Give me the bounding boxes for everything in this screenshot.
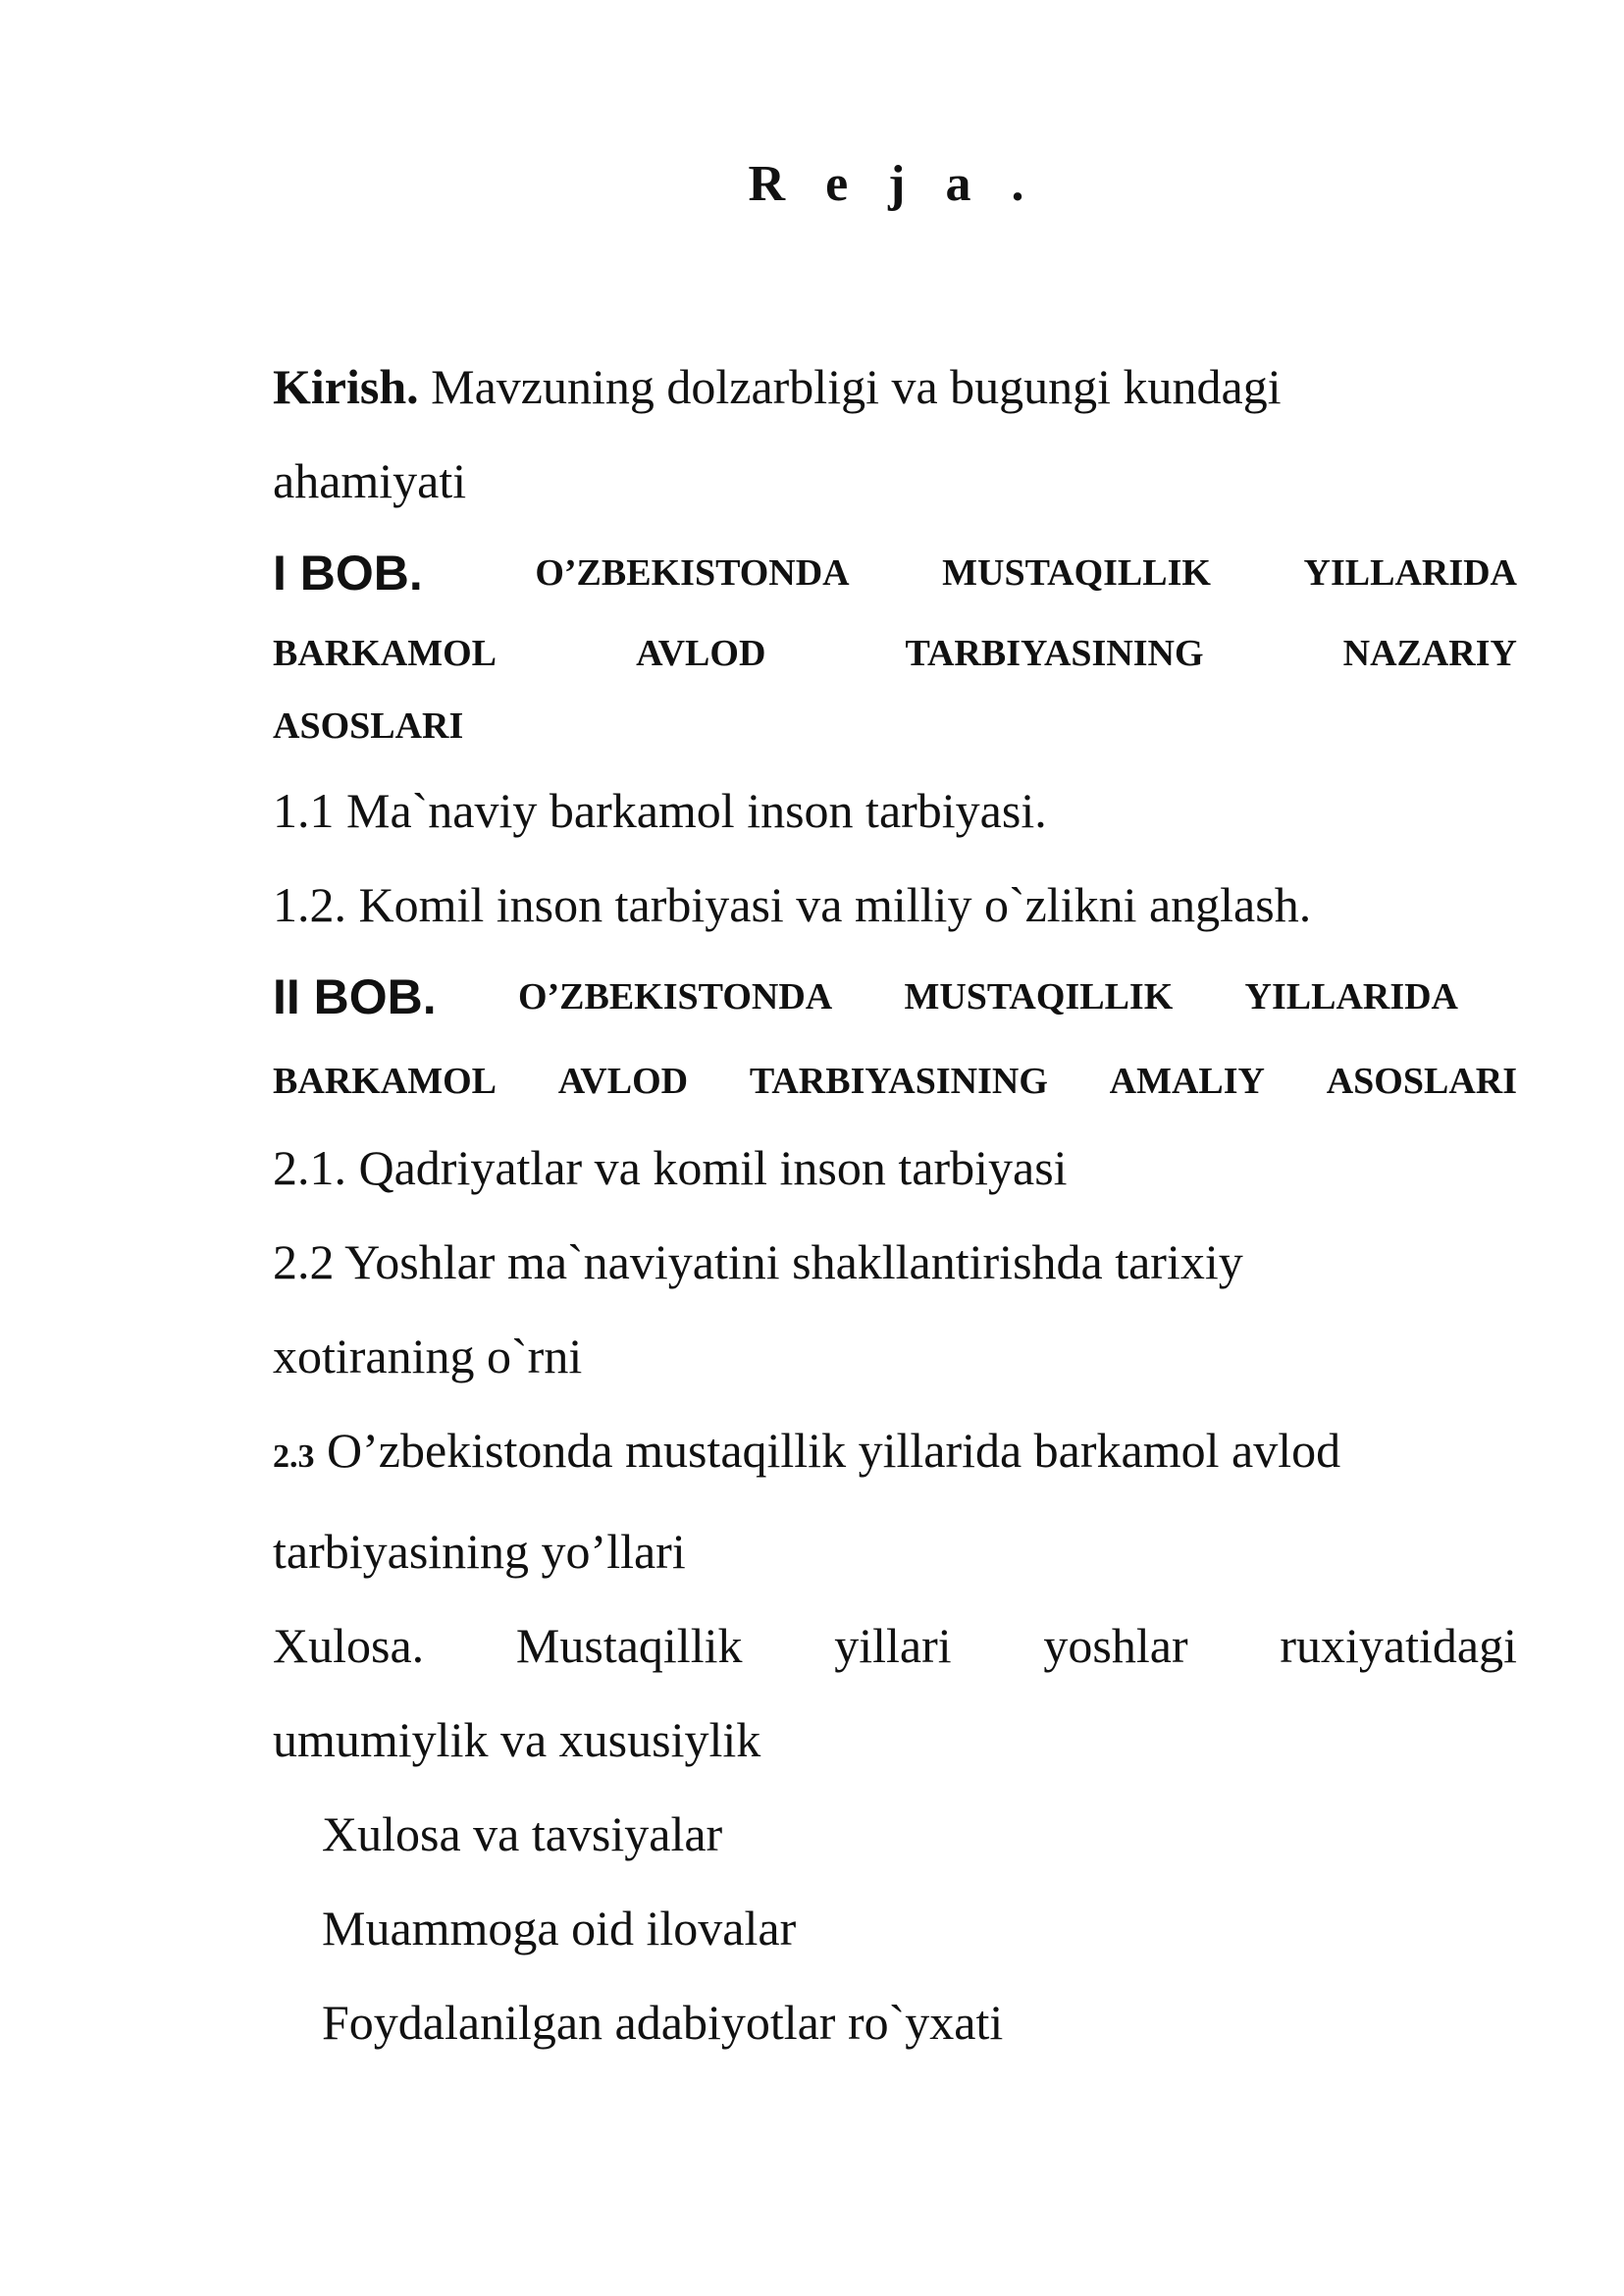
bob1-word: YILLARIDA	[1303, 552, 1517, 594]
bob1-word: ASOSLARI	[273, 705, 464, 747]
xulosa-word: Mustaqillik	[515, 1618, 743, 1673]
bob2-word: AVLOD	[557, 1061, 689, 1102]
plan-content	[273, 339, 1517, 2069]
item-1-1: 1.1 Ma`naviy barkamol inson tarbiyasi.	[273, 783, 1047, 838]
bob1-word: AVLOD	[636, 633, 766, 674]
bob1-heading-row1	[273, 528, 1517, 618]
xulosa-word: Xulosa.	[273, 1618, 425, 1673]
item-2-1: 2.1. Qadriyatlar va komil inson tarbiyasi	[273, 1140, 1068, 1195]
kirish-line-2: ahamiyati	[273, 453, 467, 508]
item-1-2: 1.2. Komil inson tarbiyasi va milliy o`zlikni anglash.	[273, 877, 1312, 932]
page-title: R e j a .	[748, 156, 1038, 212]
bob2-word: AMALIY	[1109, 1061, 1265, 1102]
bob2-word: YILLARIDA	[1244, 976, 1458, 1018]
bob2-heading-row2	[273, 1042, 1517, 1121]
bob1-word: BARKAMOL	[273, 633, 497, 674]
xulosa-word: yillari	[834, 1618, 952, 1673]
bob1-label: I BOB.	[273, 546, 423, 600]
xulosa-word: yoshlar	[1043, 1618, 1188, 1673]
item-2-2-line2: xotiraning o`rni	[273, 1329, 583, 1383]
tail-item-conclusions: Xulosa va tavsiyalar	[322, 1806, 723, 1861]
bob2-word: BARKAMOL	[273, 1061, 497, 1102]
xulosa-line2: umumiylik va xususiylik	[273, 1712, 761, 1767]
bob1-word: O’ZBEKISTONDA	[535, 552, 850, 594]
item-2-3-text: O’zbekistonda mustaqillik yillarida barkamol avlod	[327, 1423, 1341, 1478]
tail-item-appendices: Muammoga oid ilovalar	[322, 1901, 797, 1956]
item-2-3-line1	[273, 1403, 1517, 1504]
bob1-word: NAZARIY	[1342, 633, 1517, 674]
item-2-2-line1: 2.2 Yoshlar ma`naviyatini shakllantirishda tarixiy	[273, 1234, 1243, 1289]
item-2-3-number: 2.3	[273, 1438, 315, 1475]
tail-item-references: Foydalanilgan adabiyotlar ro`yxati	[322, 1995, 1004, 2050]
bob2-word: O’ZBEKISTONDA	[517, 976, 833, 1018]
xulosa-line1	[273, 1598, 1517, 1693]
bob1-word: TARBIYASINING	[905, 633, 1204, 674]
bob2-word: ASOSLARI	[1326, 1061, 1517, 1102]
item-2-3-line2: tarbiyasining yo’llari	[273, 1524, 686, 1579]
xulosa-word: ruxiyatidagi	[1280, 1618, 1517, 1673]
bob2-word: TARBIYASINING	[749, 1061, 1048, 1102]
bob1-heading-row2	[273, 618, 1517, 689]
bob1-heading-row3	[273, 689, 1517, 763]
bob2-heading-row1	[273, 952, 1517, 1042]
kirish-line	[273, 339, 1517, 434]
bob2-word: MUSTAQILLIK	[904, 976, 1174, 1018]
bob2-label: II BOB.	[273, 969, 437, 1024]
kirish-text: Mavzuning dolzarbligi va bugungi kundagi	[431, 359, 1282, 414]
bob1-word: MUSTAQILLIK	[942, 552, 1211, 594]
kirish-label: Kirish.	[273, 359, 419, 414]
